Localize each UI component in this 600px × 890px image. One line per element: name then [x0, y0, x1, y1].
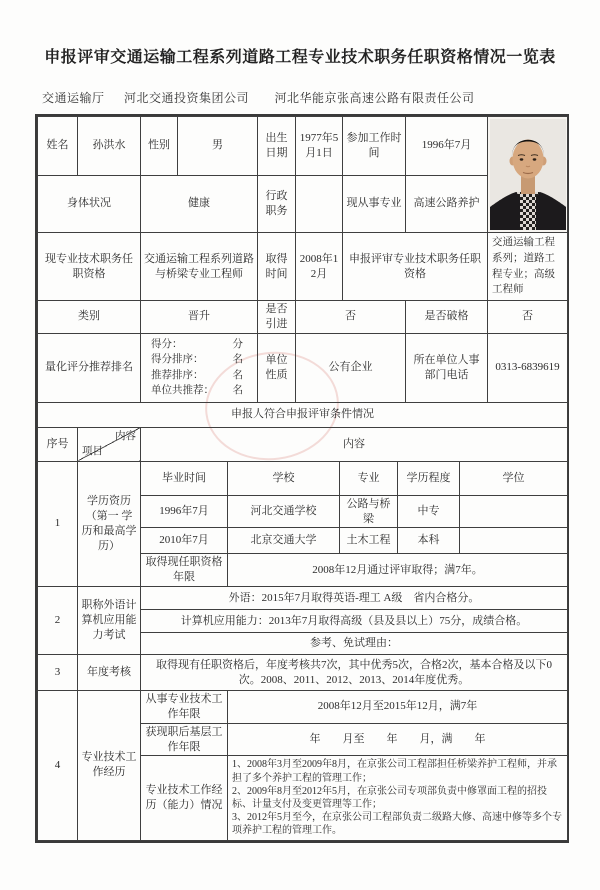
- current-qualification-value: 交通运输工程系列道路与桥梁专业工程师: [141, 233, 258, 301]
- category-label: 类别: [38, 301, 141, 334]
- hr-phone-value: 0313-6839619: [488, 333, 568, 402]
- profession-value: 高速公路养护: [406, 175, 488, 233]
- unit-type-value: 公有企业: [296, 333, 406, 402]
- score-line: [151, 368, 243, 383]
- obtain-time-value: 2008年12月: [296, 233, 343, 301]
- exam-item-label: 职称外语计算机应用能力考试: [78, 587, 141, 655]
- edu-school: 河北交通学校: [228, 495, 340, 528]
- birth-date-value: 1977年5月1日: [296, 117, 343, 176]
- score-line: [151, 352, 243, 367]
- edu-degree: [460, 495, 568, 528]
- edu-col-school: 学校: [228, 461, 340, 495]
- score-field-label: 单位共推荐：: [151, 384, 214, 396]
- exempt-reason-value: 参考、免试理由：: [141, 633, 568, 655]
- row-section-header: [38, 402, 568, 427]
- row-score-ranking: [38, 333, 568, 402]
- obtain-time-label: 取得时间: [258, 233, 296, 301]
- exception-label: 是否破格: [406, 301, 488, 334]
- health-label: 身体状况: [38, 175, 141, 233]
- unit-type-label: 单位性质: [258, 333, 296, 402]
- edu-col-degree: 学位: [460, 461, 568, 495]
- admin-post-value: [296, 175, 343, 233]
- exception-value: 否: [488, 301, 568, 334]
- gender-label: 性别: [141, 117, 178, 176]
- foreign-language-value: 外语：2015年7月取得英语-理工 A级 省内合格分。: [141, 587, 568, 610]
- score-field-label: 推荐排序：: [151, 369, 204, 381]
- diagonal-item-label: 项目: [82, 445, 103, 457]
- id-photo: [488, 117, 568, 233]
- diagonal-header-cell: [78, 427, 141, 461]
- score-field-label: 得分排序：: [151, 354, 204, 366]
- current-qualification-label: 现专业技术职务任职资格: [38, 233, 141, 301]
- score-field-unit: 名: [232, 369, 243, 381]
- score-field-unit: 名: [232, 354, 243, 366]
- profession-label: 现从事专业: [343, 175, 406, 233]
- row-work-years: [38, 691, 568, 724]
- row-grid-header: [38, 427, 568, 461]
- work-years-value: 2008年12月至2015年12月，满7年: [228, 691, 568, 724]
- edu-col-level: 学历程度: [398, 461, 460, 495]
- experience-detail-value: [228, 756, 568, 840]
- edu-level: 本科: [398, 528, 460, 554]
- exam-seq: 2: [38, 587, 78, 655]
- section-header: 申报人符合申报评审条件情况: [38, 402, 568, 427]
- edu-major: 土木工程: [340, 528, 398, 554]
- admin-post-label: 行政职务: [258, 175, 296, 233]
- qualification-form: [35, 114, 569, 843]
- edu-col-grad-time: 毕业时间: [141, 461, 228, 495]
- name-value: 孙洪水: [78, 117, 141, 176]
- content-header: 内容: [141, 427, 568, 461]
- page-title: 申报评审交通运输工程系列道路工程专业技术职务任职资格情况一览表: [44, 49, 556, 66]
- experience-detail-item: 1、2008年3月至2009年8月，在京张公司工程部担任桥梁养护工程师，并承担了多个养护工程的管理工作；: [232, 759, 557, 784]
- score-ranking-label: 量化评分推荐排名: [38, 333, 141, 402]
- seq-header: 序号: [38, 427, 78, 461]
- appraisal-seq: 3: [38, 655, 78, 691]
- work-years-label: 从事专业技术工作年限: [141, 691, 228, 724]
- gender-value: 男: [178, 117, 258, 176]
- declaring-organizations: [42, 89, 600, 106]
- score-line: [151, 383, 243, 398]
- category-value: 晋升: [141, 301, 258, 334]
- edu-major: 公路与桥梁: [340, 495, 398, 528]
- score-line: [151, 337, 243, 352]
- health-value: 健康: [141, 175, 258, 233]
- computer-skill-value: 计算机应用能力：2013年7月取得高级（县及县以上）75分，成绩合格。: [141, 610, 568, 633]
- grassroots-years-label: 获现职后基层工作年限: [141, 723, 228, 756]
- conditions-table: [37, 427, 568, 841]
- work-start-value: 1996年7月: [406, 117, 488, 176]
- edu-degree: [460, 528, 568, 554]
- org-unit-company: 河北华能京张高速公路有限责任公司: [274, 91, 475, 105]
- experience-seq: 4: [38, 691, 78, 841]
- row-annual-appraisal: [38, 655, 568, 691]
- edu-col-major: 专业: [340, 461, 398, 495]
- hr-phone-label: 所在单位人事部门电话: [406, 333, 488, 402]
- work-start-label: 参加工作时间: [343, 117, 406, 176]
- introduced-value: 否: [296, 301, 406, 334]
- org-group-company: 河北交通投资集团公司: [124, 91, 250, 105]
- edu-school: 北京交通大学: [228, 528, 340, 554]
- score-field-unit: 分: [232, 339, 243, 351]
- edu-grad-time: 1996年7月: [141, 495, 228, 528]
- edu-grad-time: 2010年7月: [141, 528, 228, 554]
- score-field-unit: 名: [232, 384, 243, 396]
- introduced-label: 是否引进: [258, 301, 296, 334]
- row-category: [38, 301, 568, 334]
- appraisal-item-label: 年度考核: [78, 655, 141, 691]
- experience-detail-item: 3、2012年5月至今，在京张公司工程部负责二级路大修、高速中修等多个专项养护工程的管理工作。: [232, 812, 562, 837]
- row-foreign-language: [38, 587, 568, 610]
- appraisal-value: 取得现有任职资格后，年度考核共7次，其中优秀5次，合格2次，基本合格及以下0次。2008、2011、2012、2013、2014年度优秀。: [141, 655, 568, 691]
- experience-item-label: 专业技术工作经历: [78, 691, 141, 841]
- experience-detail-label: 专业技术工作经历（能力）情况: [141, 756, 228, 840]
- row-edu-header: [38, 461, 568, 495]
- score-field-label: 得分：: [151, 339, 183, 351]
- score-ranking-fields: [141, 333, 258, 402]
- personal-info-table: [37, 116, 568, 428]
- apply-qualification-value: 交通运输工程系列；道路工程专业；高级工程师: [488, 233, 568, 301]
- grassroots-years-value: 年 月至 年 月，满 年: [228, 723, 568, 756]
- diagonal-content-label: 内容: [115, 430, 136, 442]
- row-name-gender-birth: [38, 117, 568, 176]
- tenure-value: 2008年12月通过评审取得；满7年。: [228, 554, 568, 587]
- name-label: 姓名: [38, 117, 78, 176]
- birth-date-label: 出生日期: [258, 117, 296, 176]
- edu-item-label: 学历资历（第一 学历和最高学历）: [78, 461, 141, 586]
- edu-level: 中专: [398, 495, 460, 528]
- tenure-label: 取得现任职资格年限: [141, 554, 228, 587]
- experience-detail-item: 2、2009年8月至2012年5月，在京张公司专项部负责中修罩面工程的招投标、计量支付及变更管理等工作；: [232, 785, 547, 810]
- apply-qualification-label: 申报评审专业技术职务任职资格: [343, 233, 488, 301]
- row-current-qualification: [38, 233, 568, 301]
- edu-seq: 1: [38, 461, 78, 586]
- org-department: 交通运输厅: [42, 91, 105, 105]
